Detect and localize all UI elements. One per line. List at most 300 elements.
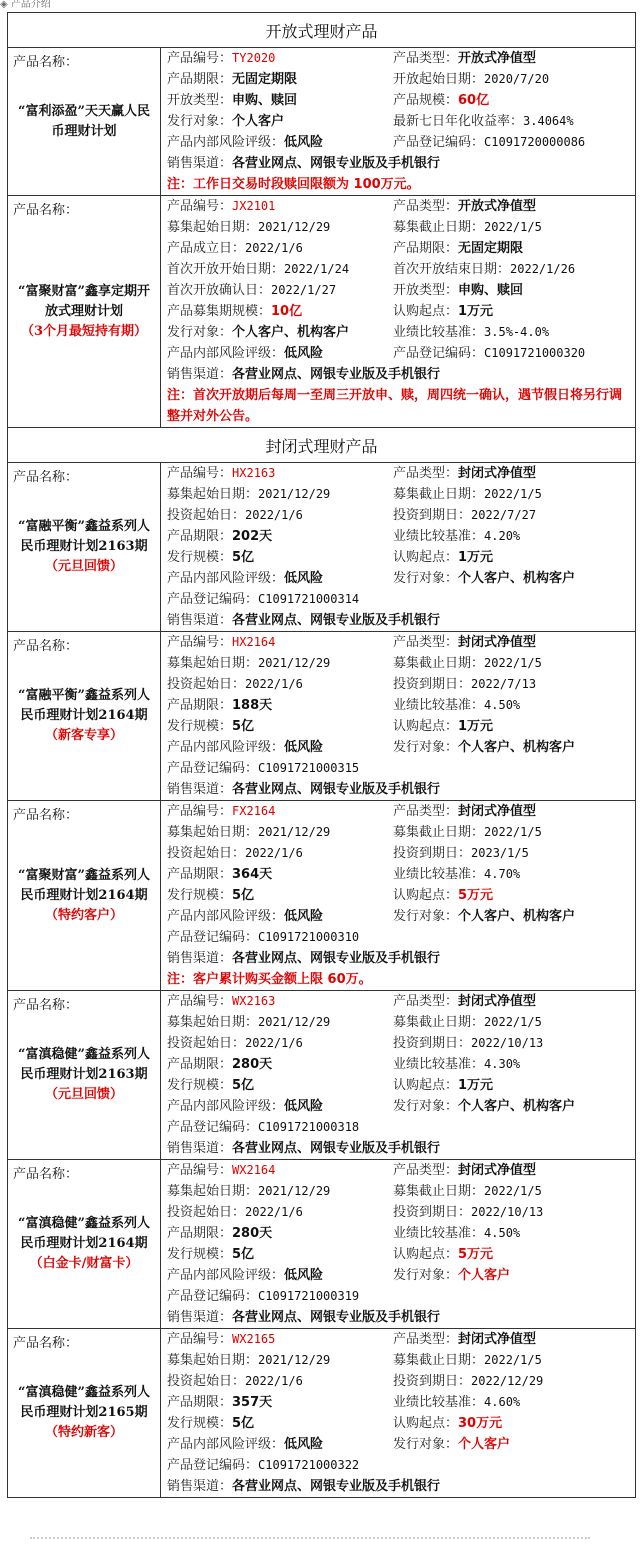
detail-field	[167, 526, 393, 547]
field-value: 封闭式净值型	[458, 1163, 537, 1178]
field-key: 发行对象：	[167, 325, 233, 340]
product-name-label: 产品名称：	[13, 203, 79, 218]
detail-line	[167, 153, 635, 174]
product-details	[161, 1329, 635, 1497]
field-key: 产品类型：	[393, 51, 459, 66]
field-value: C1091721000318	[258, 1120, 360, 1134]
field-value: 5亿	[232, 1416, 255, 1431]
field-value: 2022/1/5	[484, 1015, 542, 1029]
product-name	[8, 866, 160, 926]
detail-line	[167, 280, 635, 301]
field-value: 低风险	[284, 1437, 324, 1452]
product-name-cell	[8, 991, 161, 1159]
detail-line	[167, 779, 635, 800]
field-key: 业绩比较基准：	[393, 698, 485, 713]
detail-field	[167, 1476, 635, 1497]
product-details	[161, 991, 635, 1159]
detail-field	[167, 280, 393, 301]
field-value: C1091720000086	[484, 135, 586, 149]
detail-field	[393, 801, 635, 822]
field-value: 各营业网点、网银专业版及手机银行	[232, 156, 441, 171]
product-name-text: “富滇稳健”鑫益系列人民币理财计划2163期	[18, 1047, 150, 1082]
detail-field	[393, 1350, 635, 1371]
detail-line	[167, 238, 635, 259]
field-key: 产品编号：	[167, 635, 233, 650]
field-key: 募集截止日期：	[393, 1353, 485, 1368]
product-name-text: “富滇稳健”鑫益系列人民币理财计划2164期	[18, 1216, 150, 1251]
field-value: 各营业网点、网银专业版及手机银行	[232, 1141, 441, 1156]
field-key: 产品类型：	[393, 466, 459, 481]
detail-field	[167, 1160, 393, 1181]
product-name-label: 产品名称：	[13, 1167, 79, 1182]
field-key: 首次开放开始日期：	[167, 262, 285, 277]
field-value: C1091721000310	[258, 930, 360, 944]
field-value: 2021/12/29	[258, 825, 331, 839]
detail-line	[167, 301, 635, 322]
field-key: 投资到期日：	[393, 677, 472, 692]
field-value: 个人客户、机构客户	[458, 740, 576, 755]
detail-field	[167, 1223, 393, 1244]
detail-line	[167, 1329, 635, 1350]
detail-field	[393, 217, 635, 238]
detail-field	[167, 610, 635, 631]
product-name-label: 产品名称：	[13, 470, 79, 485]
detail-line	[167, 343, 635, 364]
product-details	[161, 632, 635, 800]
product-name	[8, 517, 160, 577]
detail-field	[167, 991, 393, 1012]
field-value: 低风险	[284, 571, 324, 586]
detail-field	[393, 526, 635, 547]
field-value: 开放式净值型	[458, 199, 537, 214]
field-value: 2022/1/26	[510, 262, 576, 276]
field-key: 投资到期日：	[393, 1374, 472, 1389]
field-value: 2022/12/29	[471, 1374, 544, 1388]
detail-field	[167, 1181, 393, 1202]
detail-field	[167, 90, 393, 111]
product-details	[161, 801, 635, 990]
detail-field	[393, 322, 635, 343]
field-key: 募集起始日期：	[167, 487, 259, 502]
detail-field	[393, 653, 635, 674]
product-tag: （新客专享）	[44, 728, 123, 743]
field-value: 个人客户、机构客户	[458, 909, 576, 924]
field-key: 产品编号：	[167, 199, 233, 214]
top-fragment: ◈ 产品介绍	[0, 0, 51, 10]
field-key: 认购起点：	[393, 1416, 459, 1431]
field-key: 投资到期日：	[393, 846, 472, 861]
detail-field	[393, 991, 635, 1012]
field-key: 募集截止日期：	[393, 220, 485, 235]
detail-field	[167, 1202, 393, 1223]
product-tag: （3个月最短持有期）	[20, 323, 148, 339]
field-value: 4.60%	[484, 1395, 521, 1409]
detail-field	[167, 843, 393, 864]
detail-line	[167, 653, 635, 674]
section-title-open: 开放式理财产品	[8, 13, 635, 48]
field-key: 产品编号：	[167, 51, 233, 66]
product-name	[8, 282, 160, 342]
detail-field	[167, 1117, 635, 1138]
field-key: 发行对象：	[393, 909, 459, 924]
detail-field	[167, 1371, 393, 1392]
detail-field	[167, 484, 393, 505]
field-value: 个人客户	[458, 1437, 511, 1452]
field-value: 低风险	[284, 909, 324, 924]
detail-line	[167, 1455, 635, 1476]
detail-field	[393, 1265, 635, 1286]
detail-field	[393, 695, 635, 716]
field-key: 产品规模：	[393, 93, 459, 108]
field-key: 产品成立日：	[167, 241, 246, 256]
field-key: 产品类型：	[393, 199, 459, 214]
detail-field	[167, 906, 393, 927]
detail-line	[167, 568, 635, 589]
field-value: WX2165	[232, 1332, 276, 1346]
detail-field	[167, 1138, 635, 1159]
product-note: 注：首次开放期后每周一至周三开放申、赎，周四统一确认，遇节假日将另行调整并对外公告。	[167, 388, 623, 424]
field-value: 5万元	[458, 888, 494, 903]
detail-field	[167, 1350, 393, 1371]
field-value: WX2163	[232, 994, 276, 1008]
field-key: 发行规模：	[167, 1247, 233, 1262]
product-name-label: 产品名称：	[13, 55, 79, 70]
detail-field	[167, 1392, 393, 1413]
field-value: C1091721000319	[258, 1289, 360, 1303]
detail-line	[167, 1350, 635, 1371]
field-value: 开放式净值型	[458, 51, 537, 66]
field-value: 2022/1/24	[284, 262, 350, 276]
detail-line	[167, 1075, 635, 1096]
detail-field	[167, 632, 393, 653]
product-row	[8, 1329, 635, 1498]
field-key: 产品内部风险评级：	[167, 571, 285, 586]
detail-field	[167, 1455, 635, 1476]
field-key: 产品期限：	[167, 698, 233, 713]
field-value: C1091721000322	[258, 1458, 360, 1472]
field-key: 销售渠道：	[167, 951, 233, 966]
field-value: C1091721000315	[258, 761, 360, 775]
product-name-label: 产品名称：	[13, 998, 79, 1013]
field-value: 4.70%	[484, 867, 521, 881]
field-key: 产品内部风险评级：	[167, 1099, 285, 1114]
field-key: 投资到期日：	[393, 1205, 472, 1220]
detail-line	[167, 1181, 635, 1202]
field-key: 销售渠道：	[167, 367, 233, 382]
detail-field	[167, 737, 393, 758]
field-key: 销售渠道：	[167, 1479, 233, 1494]
detail-field	[167, 153, 635, 174]
field-key: 发行对象：	[167, 114, 233, 129]
detail-field	[393, 343, 635, 364]
field-value: 5万元	[458, 1247, 494, 1262]
field-key: 产品登记编码：	[167, 761, 259, 776]
detail-field	[167, 259, 393, 280]
field-key: 产品类型：	[393, 804, 459, 819]
product-name-text: “富聚财富”鑫益系列人民币理财计划2164期	[18, 867, 150, 903]
field-key: 销售渠道：	[167, 1310, 233, 1325]
product-name-cell	[8, 1329, 161, 1497]
detail-field	[167, 1434, 393, 1455]
detail-line	[167, 463, 635, 484]
field-value: 2022/10/13	[471, 1036, 544, 1050]
field-key: 产品类型：	[393, 635, 459, 650]
field-key: 产品编号：	[167, 1163, 233, 1178]
detail-field	[167, 364, 635, 385]
field-value: 2022/7/27	[471, 508, 537, 522]
detail-field	[167, 69, 393, 90]
product-name	[8, 1214, 160, 1274]
field-key: 产品内部风险评级：	[167, 1437, 285, 1452]
field-key: 募集起始日期：	[167, 656, 259, 671]
detail-line	[167, 1223, 635, 1244]
product-details	[161, 463, 635, 631]
product-tag: （元旦回馈）	[44, 1087, 123, 1102]
field-value: 封闭式净值型	[458, 466, 537, 481]
detail-line	[167, 843, 635, 864]
detail-line	[167, 1413, 635, 1434]
product-row	[8, 632, 635, 801]
detail-field	[167, 716, 393, 737]
field-key: 发行规模：	[167, 719, 233, 734]
product-name-cell	[8, 48, 161, 195]
product-name-label: 产品名称：	[13, 808, 79, 823]
detail-field	[167, 1244, 393, 1265]
field-value: 无固定期限	[232, 72, 298, 87]
detail-field	[393, 1223, 635, 1244]
detail-line	[167, 927, 635, 948]
detail-field	[167, 801, 393, 822]
field-key: 投资起始日：	[167, 508, 246, 523]
field-key: 业绩比较基准：	[393, 529, 485, 544]
detail-field	[167, 589, 635, 610]
detail-line	[167, 259, 635, 280]
field-key: 募集截止日期：	[393, 825, 485, 840]
detail-field	[393, 885, 635, 906]
field-value: WX2164	[232, 1163, 276, 1177]
detail-field	[167, 1286, 635, 1307]
field-key: 产品期限：	[167, 1057, 233, 1072]
detail-field	[393, 1096, 635, 1117]
field-key: 产品内部风险评级：	[167, 1268, 285, 1283]
detail-field	[393, 1434, 635, 1455]
field-value: 5亿	[232, 1247, 255, 1262]
detail-field	[167, 779, 635, 800]
field-key: 发行对象：	[393, 1437, 459, 1452]
field-key: 发行规模：	[167, 888, 233, 903]
detail-line	[167, 196, 635, 217]
detail-field	[393, 568, 635, 589]
detail-field	[393, 505, 635, 526]
field-value: 申购、赎回	[458, 283, 524, 298]
detail-line	[167, 1392, 635, 1413]
field-key: 销售渠道：	[167, 782, 233, 797]
detail-field	[167, 864, 393, 885]
detail-line	[167, 69, 635, 90]
detail-line	[167, 716, 635, 737]
detail-line	[167, 801, 635, 822]
product-note: 注：工作日交易时段赎回限额为 100万元。	[167, 177, 420, 192]
detail-field	[393, 1160, 635, 1181]
detail-line	[167, 1160, 635, 1181]
detail-line	[167, 1265, 635, 1286]
field-key: 认购起点：	[393, 304, 459, 319]
field-key: 销售渠道：	[167, 613, 233, 628]
detail-field	[167, 196, 393, 217]
detail-field	[393, 1392, 635, 1413]
product-row	[8, 801, 635, 991]
field-value: 低风险	[284, 1099, 324, 1114]
field-key: 开放类型：	[167, 93, 233, 108]
field-value: 4.50%	[484, 698, 521, 712]
product-tag: （特约新客）	[44, 1425, 123, 1440]
field-value: 低风险	[284, 740, 324, 755]
field-value: 申购、赎回	[232, 93, 298, 108]
detail-field	[393, 301, 635, 322]
detail-field	[393, 463, 635, 484]
detail-field	[167, 758, 635, 779]
detail-field	[393, 1329, 635, 1350]
field-value: 3.5%-4.0%	[484, 325, 550, 339]
product-row	[8, 463, 635, 632]
detail-field	[393, 716, 635, 737]
field-value: 2021/12/29	[258, 1184, 331, 1198]
field-value: 个人客户	[232, 114, 285, 129]
field-value: 2022/1/5	[484, 825, 542, 839]
field-value: FX2164	[232, 804, 276, 818]
field-value: 4.50%	[484, 1226, 521, 1240]
field-key: 产品登记编码：	[167, 1120, 259, 1135]
bottom-fragment	[30, 1537, 590, 1545]
field-key: 募集起始日期：	[167, 1015, 259, 1030]
detail-line	[167, 674, 635, 695]
product-row	[8, 196, 635, 428]
product-name	[8, 1383, 160, 1443]
detail-field	[393, 1371, 635, 1392]
field-key: 产品期限：	[167, 867, 233, 882]
field-value: 4.20%	[484, 529, 521, 543]
field-key: 产品内部风险评级：	[167, 135, 285, 150]
detail-field	[167, 322, 393, 343]
field-key: 产品编号：	[167, 804, 233, 819]
detail-line	[167, 364, 635, 385]
field-key: 认购起点：	[393, 888, 459, 903]
product-row	[8, 1160, 635, 1329]
field-key: 产品编号：	[167, 1332, 233, 1347]
detail-line	[167, 1033, 635, 1054]
field-key: 首次开放结束日期：	[393, 262, 511, 277]
detail-field	[167, 653, 393, 674]
detail-line	[167, 737, 635, 758]
detail-line	[167, 111, 635, 132]
field-key: 发行规模：	[167, 1416, 233, 1431]
detail-field	[167, 48, 393, 69]
field-value: 2021/12/29	[258, 1353, 331, 1367]
product-name-label: 产品名称：	[13, 1336, 79, 1351]
field-key: 开放类型：	[393, 283, 459, 298]
field-key: 业绩比较基准：	[393, 1226, 485, 1241]
detail-field	[393, 1244, 635, 1265]
field-value: 封闭式净值型	[458, 635, 537, 650]
field-key: 产品募集期规模：	[167, 304, 272, 319]
field-key: 认购起点：	[393, 719, 459, 734]
field-value: 5亿	[232, 719, 255, 734]
field-value: 2021/12/29	[258, 656, 331, 670]
field-key: 产品登记编码：	[393, 135, 485, 150]
detail-field	[167, 674, 393, 695]
field-value: 188天	[232, 698, 273, 713]
field-value: 个人客户	[458, 1268, 511, 1283]
field-value: TY2020	[232, 51, 276, 65]
detail-field	[167, 343, 393, 364]
detail-field	[393, 484, 635, 505]
field-key: 募集截止日期：	[393, 487, 485, 502]
detail-line	[167, 1244, 635, 1265]
field-key: 产品内部风险评级：	[167, 346, 285, 361]
detail-field	[393, 69, 635, 90]
detail-field	[393, 90, 635, 111]
detail-line	[167, 1202, 635, 1223]
field-key: 产品期限：	[393, 241, 459, 256]
field-key: 募集起始日期：	[167, 220, 259, 235]
product-name	[8, 686, 160, 746]
field-key: 产品类型：	[393, 1332, 459, 1347]
field-key: 业绩比较基准：	[393, 1057, 485, 1072]
product-name	[8, 1045, 160, 1105]
detail-line	[167, 991, 635, 1012]
detail-line	[167, 1138, 635, 1159]
field-value: 2020/7/20	[484, 72, 550, 86]
detail-line	[167, 217, 635, 238]
field-value: 2022/7/13	[471, 677, 537, 691]
field-value: 357天	[232, 1395, 273, 1410]
field-key: 业绩比较基准：	[393, 867, 485, 882]
field-key: 募集起始日期：	[167, 1184, 259, 1199]
field-key: 投资起始日：	[167, 1374, 246, 1389]
field-value: HX2164	[232, 635, 276, 649]
field-key: 认购起点：	[393, 1247, 459, 1262]
field-key: 投资到期日：	[393, 508, 472, 523]
field-value: 2022/1/5	[484, 220, 542, 234]
detail-line	[167, 1307, 635, 1328]
field-key: 产品期限：	[167, 1395, 233, 1410]
field-value: 202天	[232, 529, 273, 544]
field-key: 募集截止日期：	[393, 656, 485, 671]
field-value: 2023/1/5	[471, 846, 529, 860]
field-value: 280天	[232, 1226, 273, 1241]
detail-line	[167, 695, 635, 716]
field-value: 1万元	[458, 719, 494, 734]
field-value: 低风险	[284, 135, 324, 150]
detail-line	[167, 1476, 635, 1497]
field-key: 产品类型：	[393, 1163, 459, 1178]
detail-field	[167, 301, 393, 322]
field-key: 业绩比较基准：	[393, 1395, 485, 1410]
field-value: 2022/1/5	[484, 487, 542, 501]
detail-field	[167, 695, 393, 716]
detail-field	[167, 1307, 635, 1328]
field-value: 10亿	[271, 304, 303, 319]
field-key: 产品登记编码：	[167, 592, 259, 607]
detail-field	[393, 1181, 635, 1202]
field-value: 2022/1/6	[245, 508, 303, 522]
detail-field	[167, 111, 393, 132]
field-value: 2022/1/5	[484, 1184, 542, 1198]
field-value: 30万元	[458, 1416, 503, 1431]
field-value: 个人客户、机构客户	[232, 325, 350, 340]
field-value: C1091721000314	[258, 592, 360, 606]
product-note: 注：客户累计购买金额上限 60万。	[167, 972, 372, 987]
